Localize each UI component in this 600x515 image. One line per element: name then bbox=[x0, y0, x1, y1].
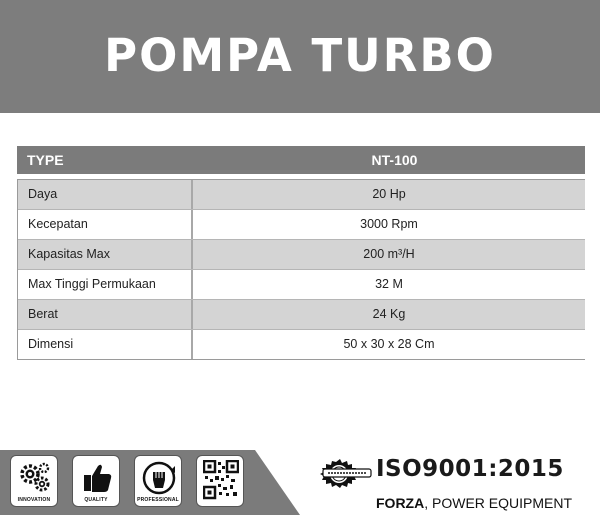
qr-code-icon bbox=[203, 460, 239, 500]
spec-table-header bbox=[17, 146, 585, 174]
qr-badge bbox=[196, 455, 244, 507]
table-row bbox=[18, 240, 585, 270]
brand-line bbox=[376, 495, 572, 511]
gears-icon bbox=[17, 460, 53, 496]
badge-caption: PROFESSIONAL bbox=[137, 497, 179, 503]
row-label: Kapasitas Max bbox=[18, 240, 193, 269]
row-label: Kecepatan bbox=[18, 210, 193, 239]
iso-text: ISO9001:2015 bbox=[376, 456, 564, 482]
page-title: POMPA TURBO bbox=[104, 29, 496, 82]
header-banner bbox=[0, 0, 600, 113]
spec-table-body bbox=[17, 179, 585, 360]
badge-caption: QUALITY bbox=[84, 497, 108, 503]
quality-badge bbox=[72, 455, 120, 507]
fist-icon bbox=[141, 460, 177, 496]
row-value: 20 Hp bbox=[372, 187, 406, 201]
brand-tagline: , POWER EQUIPMENT bbox=[424, 495, 573, 511]
table-row bbox=[18, 210, 585, 240]
row-value: 32 M bbox=[375, 277, 403, 291]
row-value: 200 m³/H bbox=[363, 247, 415, 261]
table-row bbox=[18, 300, 585, 330]
brand-name: FORZA bbox=[376, 495, 425, 511]
table-row bbox=[18, 180, 585, 210]
table-row bbox=[18, 270, 585, 300]
row-value: 24 Kg bbox=[372, 307, 406, 321]
row-value: 50 x 30 x 28 Cm bbox=[343, 337, 435, 351]
header-type-label: TYPE bbox=[27, 152, 64, 168]
thumbs-up-icon bbox=[79, 460, 115, 496]
row-label: Daya bbox=[18, 180, 193, 209]
professional-badge bbox=[134, 455, 182, 507]
row-value: 3000 Rpm bbox=[360, 217, 418, 231]
badge-caption: INNOVATION bbox=[17, 497, 51, 503]
spec-table bbox=[17, 146, 585, 360]
table-row bbox=[18, 330, 585, 359]
iso-certification bbox=[320, 458, 580, 488]
header-model-value: NT-100 bbox=[371, 152, 418, 168]
innovation-badge bbox=[10, 455, 58, 507]
row-label: Max Tinggi Permukaan bbox=[18, 270, 193, 299]
row-label: Dimensi bbox=[18, 330, 193, 359]
row-label: Berat bbox=[18, 300, 193, 329]
iso-seal-icon bbox=[320, 458, 374, 488]
